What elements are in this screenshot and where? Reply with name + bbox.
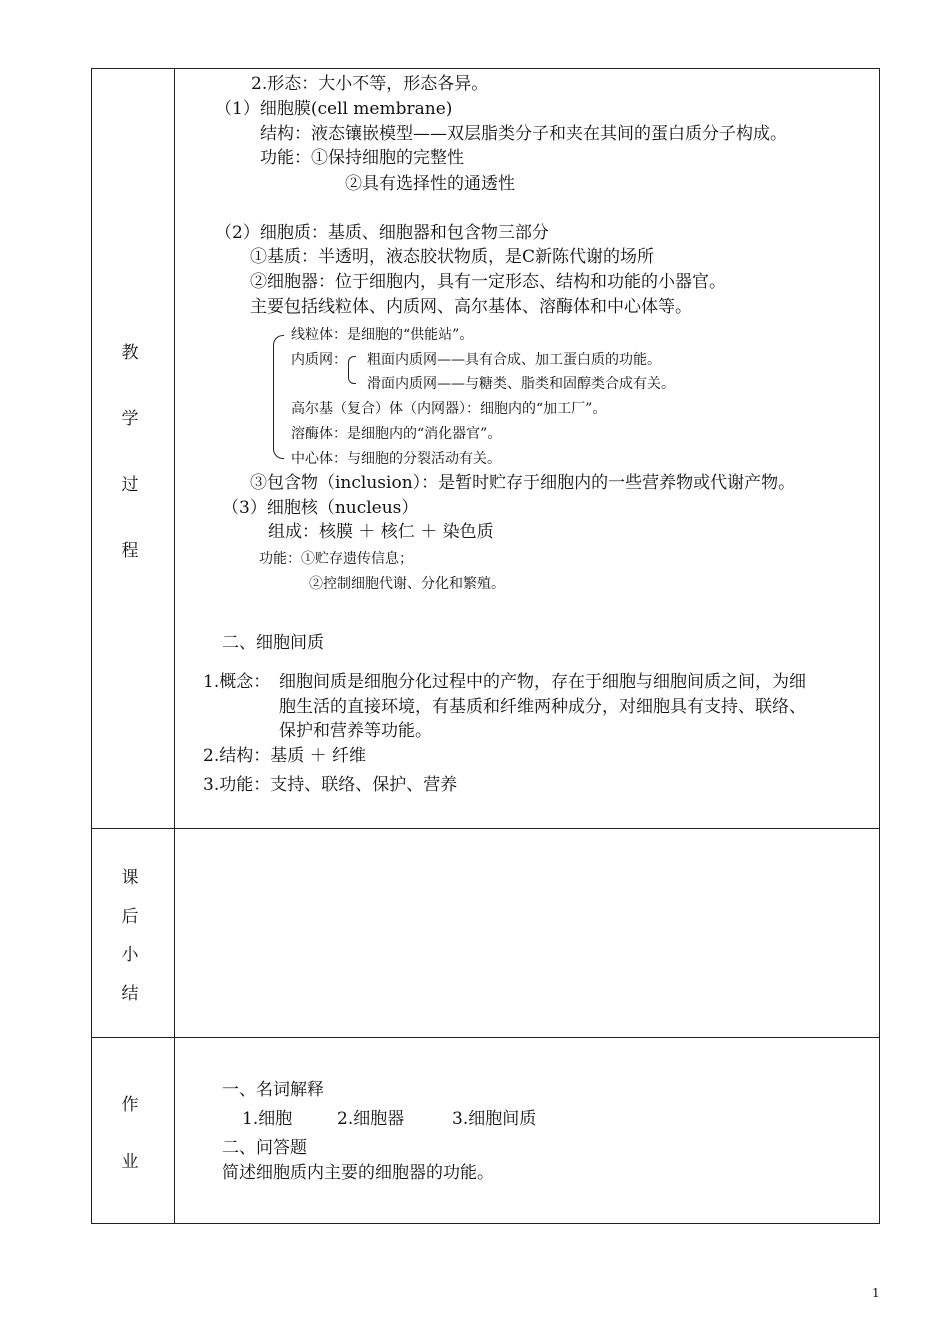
organelle-golgi: 高尔基（复合）体（内网器）：细胞内的“加工厂”。 <box>291 401 607 417</box>
row-label-process-char: 程 <box>121 541 139 561</box>
row-divider-homework <box>91 1037 880 1038</box>
membrane-heading: （1）细胞膜(cell membrane) <box>215 99 453 119</box>
row-divider-summary <box>91 828 880 829</box>
intercellular-function: 3.功能：支持、联络、保护、营养 <box>203 775 458 795</box>
nucleus-function-2: ②控制细胞代谢、分化和繁殖。 <box>309 576 505 592</box>
row-label-process-char: 学 <box>121 409 139 429</box>
homework-term: 3.细胞间质 <box>452 1109 537 1129</box>
membrane-function-2: ②具有选择性的通透性 <box>345 174 515 194</box>
organelle-rough-er: 粗面内质网——具有合成、加工蛋白质的功能。 <box>367 352 661 368</box>
row-label-homework-char: 作 <box>121 1095 139 1115</box>
row-label-summary-char: 小 <box>121 945 139 965</box>
homework-part1-heading: 一、名词解释 <box>222 1080 324 1100</box>
organelle-smooth-er: 滑面内质网——与糖类、脂类和固醇类合成有关。 <box>367 376 675 392</box>
cytoplasm-heading: （2）细胞质：基质、细胞器和包含物三部分 <box>215 223 549 243</box>
intercellular-concept-line: 细胞间质是细胞分化过程中的产物，存在于细胞与细胞间质之间，为细 <box>279 672 806 692</box>
nucleus-composition: 组成：核膜 ＋ 核仁 ＋ 染色质 <box>268 522 494 542</box>
row-label-homework-char: 业 <box>121 1152 139 1172</box>
organelle-mito: 线粒体：是细胞的“供能站”。 <box>291 327 474 343</box>
intercellular-heading: 二、细胞间质 <box>222 633 324 653</box>
row-label-summary-char: 课 <box>121 868 139 888</box>
homework-term: 2.细胞器 <box>337 1109 405 1129</box>
page-number: 1 <box>872 1286 880 1300</box>
nucleus-heading: （3）细胞核（nucleus） <box>222 498 419 518</box>
homework-question: 简述细胞质内主要的细胞器的功能。 <box>222 1163 494 1183</box>
cytoplasm-inclusion: ③包含物（inclusion）：是暂时贮存于细胞内的一些营养物或代谢产物。 <box>250 473 796 493</box>
nucleus-function-1: 功能：①贮存遗传信息； <box>259 551 413 567</box>
organelle-lysosome: 溶酶体：是细胞内的“消化器官”。 <box>291 426 502 442</box>
row-label-process-char: 教 <box>121 343 139 363</box>
cytoplasm-organelle: ②细胞器：位于细胞内，具有一定形态、结构和功能的小器官。 <box>250 272 726 292</box>
organelle-er-label: 内质网： <box>291 352 347 368</box>
organelle-centrosome: 中心体：与细胞的分裂活动有关。 <box>291 451 501 467</box>
homework-term: 1.细胞 <box>242 1109 293 1129</box>
organelle-brace <box>273 335 284 459</box>
row-label-summary-char: 后 <box>121 907 139 927</box>
row-label-summary-char: 结 <box>121 984 139 1004</box>
cytoplasm-matrix: ①基质：半透明，液态胶状物质，是C新陈代谢的场所 <box>250 247 655 267</box>
homework-part2-heading: 二、问答题 <box>222 1138 307 1158</box>
intercellular-concept-line: 胞生活的直接环境，有基质和纤维两种成分，对细胞具有支持、联络、 <box>279 697 806 717</box>
er-brace <box>348 356 356 384</box>
intercellular-structure: 2.结构：基质 ＋ 纤维 <box>203 746 367 766</box>
cytoplasm-includes: 主要包括线粒体、内质网、高尔基体、溶酶体和中心体等。 <box>250 297 692 317</box>
column-divider <box>174 68 175 1224</box>
row-label-process-char: 过 <box>121 475 139 495</box>
intercellular-concept-label: 1.概念： <box>203 672 271 692</box>
shape-line: 2.形态：大小不等，形态各异。 <box>251 74 489 94</box>
membrane-structure: 结构：液态镶嵌模型——双层脂类分子和夹在其间的蛋白质分子构成。 <box>260 124 787 144</box>
membrane-function-1: 功能：①保持细胞的完整性 <box>260 148 464 168</box>
intercellular-concept-line: 保护和营养等功能。 <box>279 721 432 741</box>
